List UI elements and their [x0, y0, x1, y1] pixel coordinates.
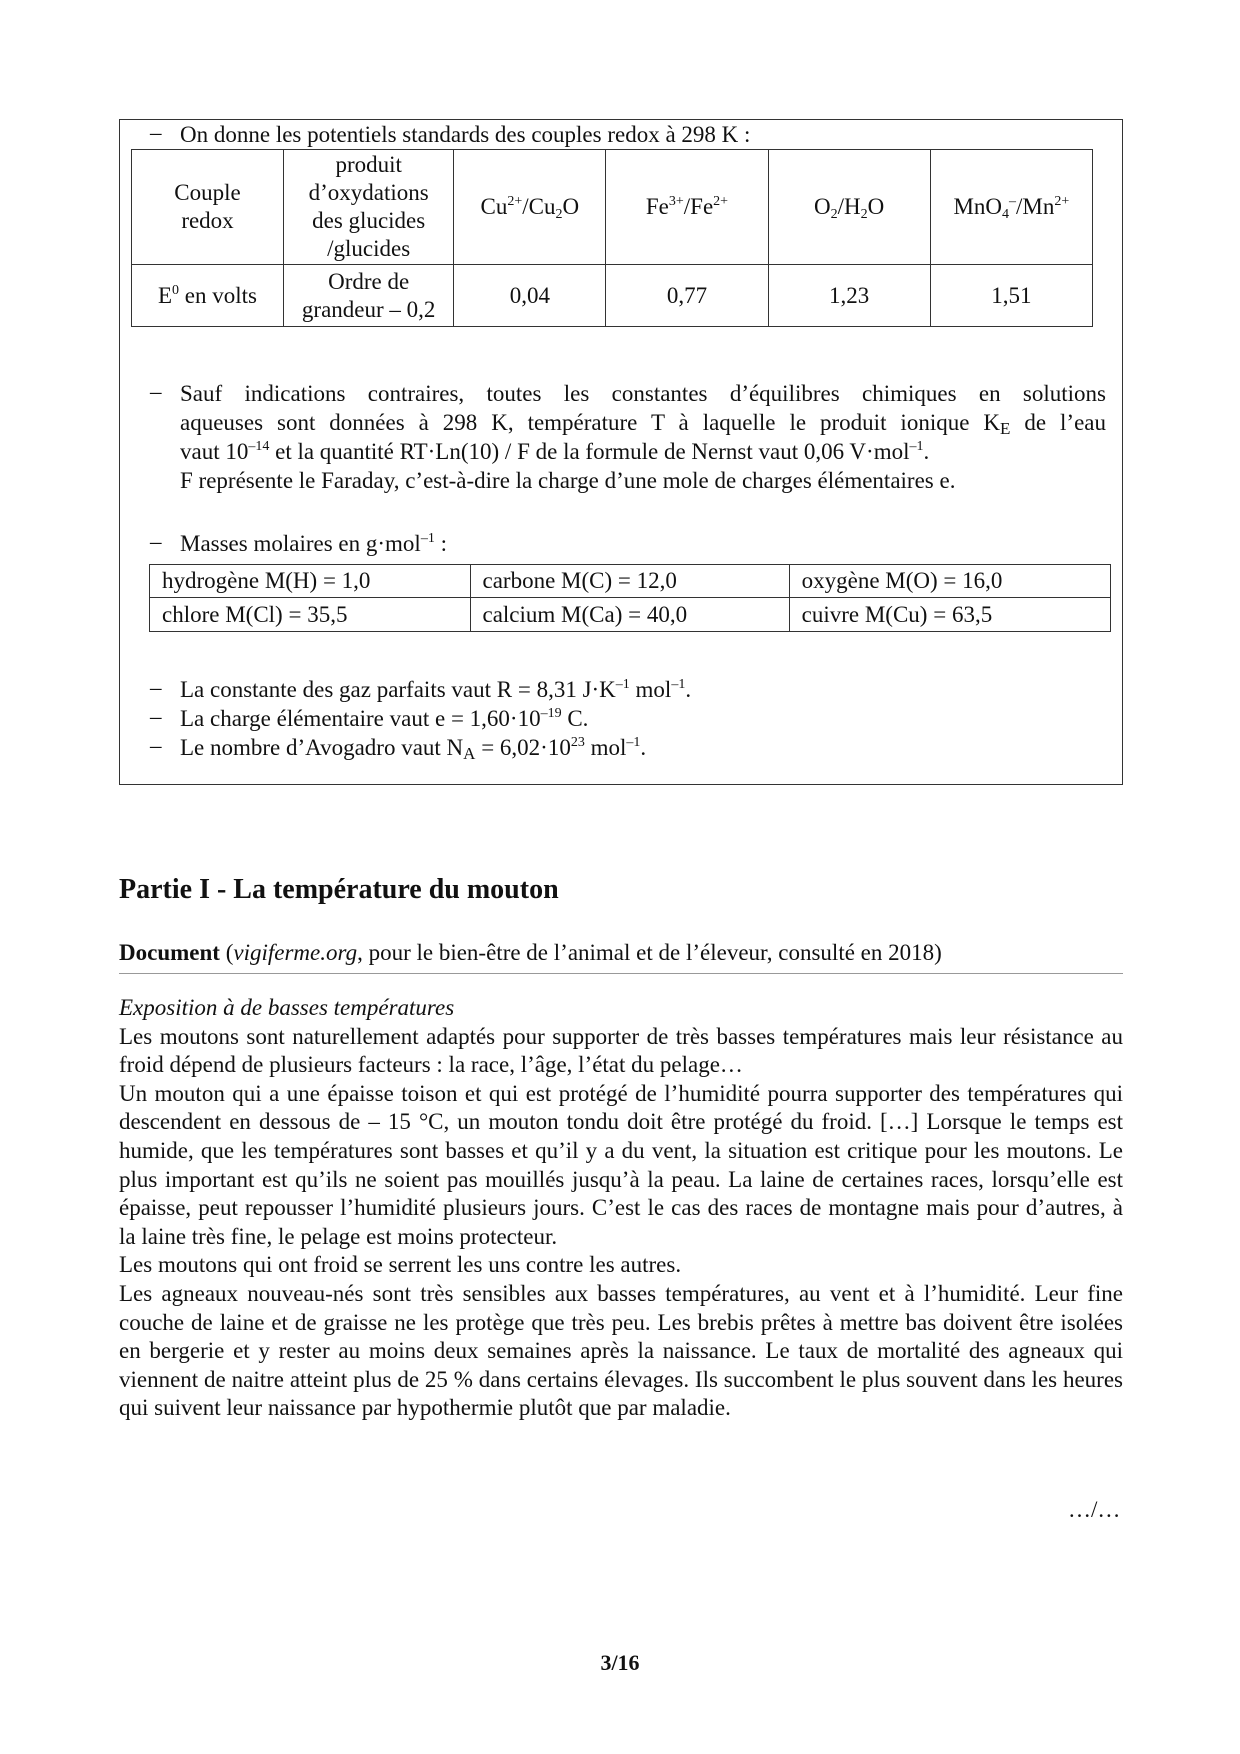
redox-header-label: Couple redox: [132, 150, 284, 265]
redox-e0-label: $E^0$ en volts: [132, 265, 284, 327]
paragraph: Les moutons sont naturellement adaptés pour supporter de très basses températures mais leur résistance au froid dépend de plusieurs facteurs : la race, l’âge, l’état du pelage…: [119, 1023, 1123, 1078]
redox-value: 1,51: [930, 265, 1092, 327]
mass-cell: cuivre M(Cu) = 63,5: [789, 598, 1110, 632]
bullet-dash: –: [150, 529, 162, 554]
mass-cell: carbone M(C) = 12,0: [470, 565, 789, 598]
elementary-charge: La charge élémentaire vaut $e = 1,60\cdot 10^{-19}$ C.: [180, 706, 589, 731]
bullet-dash: –: [150, 675, 162, 700]
section-title: Exposition à de basses températures: [119, 995, 455, 1020]
part-title: Partie I - La température du mouton: [119, 874, 559, 905]
page-number: 3/16: [600, 1650, 640, 1675]
redox-table: [131, 149, 1093, 327]
continued-marker: …/…: [1068, 1497, 1121, 1522]
bullet-dash: –: [150, 704, 162, 729]
mass-cell: hydrogène M(H) = 1,0: [150, 565, 471, 598]
bullet-dash: –: [150, 379, 162, 404]
redox-couple-mn: $MnO_4^-/Mn^{2+}$: [930, 150, 1092, 265]
redox-couple-o2: $O_2/H_2O$: [768, 150, 930, 265]
redox-value: 0,77: [606, 265, 768, 327]
bullet-dash: –: [150, 733, 162, 758]
masses-title: Masses molaires en g·mol$^{-1}$ :: [180, 531, 447, 556]
constants-note: Sauf indications contraires, toutes les constantes d’équilibres chimiques en solutions aqueuses sont données à 298 K, température T à laquelle le produit ionique $K_E$ de l’eau vaut $10^{-14}$ et la quantité RT·Ln(10) / F de la formule de Nernst vaut 0,06 V·mol$^{-1}$. F représente le Faraday, c’est-à-dire la charge d’une mole de charges élémentaires e.: [180, 381, 1106, 493]
potentials-intro: On donne les potentiels standards des couples redox à 298 K :: [180, 122, 751, 147]
document-body: [119, 994, 1123, 1423]
mass-cell: calcium M(Ca) = 40,0: [470, 598, 789, 632]
redox-value: 0,04: [454, 265, 606, 327]
bullet-dash: –: [150, 120, 162, 145]
redox-couple-fe: $Fe^{3+}/Fe^{2+}$: [606, 150, 768, 265]
document-source: Document (vigiferme.org, pour le bien-être de l’animal et de l’éleveur, consulté en 2018): [119, 940, 1123, 974]
mass-cell: oxygène M(O) = 16,0: [789, 565, 1110, 598]
avogadro-number: Le nombre d’Avogadro vaut $N_A = 6,02\cdot 10^{23}$ mol$^{-1}$.: [180, 735, 647, 763]
paragraph: Les agneaux nouveau-nés sont très sensibles aux basses températures, au vent et à l’humidité. Leur fine couche de laine et de graisse ne les protège que très peu. Les brebis prêtes à mettre bas doivent être isolées en bergerie et y rester au moins deux semaines après la naissance. Le taux de mortalité des agneaux qui viennent de naitre atteint plus de 25 % dans certains élevages. Ils succombent le plus souvent dans les heures qui suivent leur naissance par hypothermie plutôt que par maladie.: [119, 1280, 1123, 1421]
data-box: [119, 119, 1123, 785]
paragraph: Un mouton qui a une épaisse toison et qui est protégé de l’humidité pourra supporter des températures qui descendent en dessous de – 15 °C, un mouton tondu doit être protégé du froid. […] Lorsque le temps est humide, que les températures sont basses et qu’il y a du vent, la situation est critique pour les moutons. Le plus important est qu’ils ne soient pas mouillés jusqu’à la peau. La laine de certaines races, lorsqu’elle est épaisse, peut repousser l’humidité plusieurs jours. C’est le cas des races de montagne mais pour d’autres, à la laine très fine, le pelage est moins protecteur.: [119, 1080, 1123, 1249]
redox-value: 1,23: [768, 265, 930, 327]
molar-masses-table: [149, 564, 1111, 632]
mass-cell: chlore M(Cl) = 35,5: [150, 598, 471, 632]
redox-couple-cu: $Cu^{2+}/Cu_2O$: [454, 150, 606, 265]
gas-constant: La constante des gaz parfaits vaut R = 8,31 $J\cdot K^{-1}$ mol$^{-1}$.: [180, 677, 692, 702]
redox-value-glucides: Ordre de grandeur – 0,2: [284, 265, 454, 327]
redox-header-glucides: produit d’oxydations des glucides /glucides: [284, 150, 454, 265]
paragraph: Les moutons qui ont froid se serrent les uns contre les autres.: [119, 1252, 682, 1278]
